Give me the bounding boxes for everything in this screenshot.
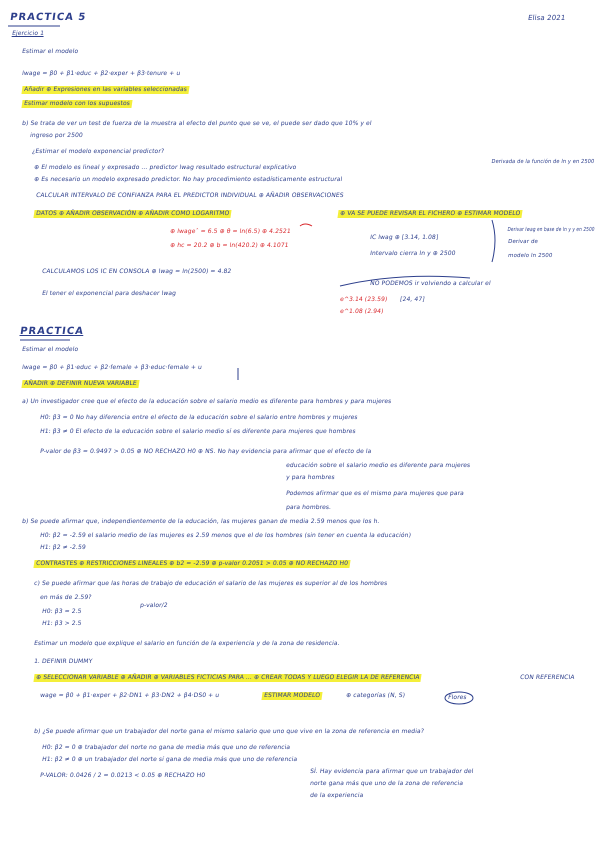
note-line: CALCULAR INTERVALO DE CONFIANZA PARA EL PREDICTOR INDIVIDUAL ⊕ AÑADIR OBSERVACIONES bbox=[35, 192, 345, 199]
note-line: ⊕ lwageˆ = 6.5 ⊕ θ = ln(6.5) ⊕ 4.2521 bbox=[169, 228, 292, 235]
note-line: P-valor de β3 = 0.9497 > 0.05 ⊕ NO RECHAZO H0 ⊕ NS. No hay evidencia para afirmar que el efecto de la bbox=[39, 448, 372, 455]
note-line: a) Un investigador cree que el efecto de la educación sobre el salario medio es diferente para hombres y para mujeres bbox=[21, 398, 392, 405]
note-line: norte gana más que uno de la zona de referencia bbox=[309, 780, 464, 787]
note-line: Estimar un modelo que explique el salario en función de la experiencia y de la zona de residencia. bbox=[33, 640, 341, 647]
note-line: modelo ln 2500 bbox=[507, 253, 553, 259]
note-line: para hombres. bbox=[285, 504, 332, 511]
note-line: b) Se puede afirmar que, independientemente de la educación, las mujeres ganan de media 2.59 menos que los h. bbox=[21, 518, 380, 525]
highlight-line: ⊕ VA SE PUEDE REVISAR EL FICHERO ⊕ ESTIMAR MODELO bbox=[337, 210, 522, 218]
circled-word: Flores bbox=[447, 694, 468, 701]
signature: Elisa 2021 bbox=[527, 14, 566, 22]
brace-mark bbox=[492, 220, 495, 262]
note-line: H0: β2 = -2.59 el salario medio de las mujeres es 2.59 menos que el de los hombres (sin tener en cuenta la educación) bbox=[39, 532, 412, 539]
note-line: CON REFERENCIA bbox=[519, 674, 575, 681]
note-line: ¿Estimar el modelo exponencial predictor? bbox=[31, 148, 165, 155]
note-line: Estimar el modelo bbox=[21, 48, 79, 55]
highlight-line: Estimar modelo con los supuestos bbox=[21, 100, 132, 108]
highlight-line: CONTRASTES ⊕ RESTRICCIONES LINEALES ⊕ b2 = -2.59 ⊕ p-valor 0.2051 > 0.05 ⊕ NO RECHAZO H0 bbox=[33, 560, 350, 568]
note-line: [24, 47] bbox=[399, 296, 426, 303]
note-line: p-valor/2 bbox=[139, 602, 169, 609]
note-line: H1: β2 ≠ -2.59 bbox=[39, 544, 87, 551]
note-line: H1: β2 ≠ 0 ⊕ un trabajador del norte sí gana de media más que uno de referencia bbox=[41, 756, 298, 763]
note-line: lwage = β0 + β1·educ + β2·female + β3·educ·female + u bbox=[21, 364, 203, 371]
note-line: Derivar de bbox=[507, 239, 539, 245]
note-line: ⊕ El modelo es lineal y expresado ... predictor lwag resultado estructural explicativo bbox=[33, 164, 297, 171]
section-heading: PRACTICA bbox=[19, 326, 85, 337]
note-line: H0: β2 = 0 ⊕ trabajador del norte no gana de media más que uno de referencia bbox=[41, 744, 291, 751]
note-line: ⊕ Es necesario un modelo expresado predictor. No hay procedimiento estadísticamente estructural bbox=[33, 176, 343, 183]
highlight-line: ⊕ SELECCIONAR VARIABLE ⊕ AÑADIR ⊕ VARIABLES FICTICIAS PARA ... ⊕ CREAR TODAS Y LUEGO ELEGIR LA DE REFERENCIA bbox=[33, 674, 422, 682]
note-line: b) ¿Se puede afirmar que un trabajador del norte gana el mismo salario que uno que vive en la zona de referencia en media? bbox=[33, 728, 425, 735]
note-line: Derivada de la función de ln y en 2500 bbox=[491, 159, 595, 165]
note-line: CALCULAMOS LOS IC EN CONSOLA ⊕ lwag = ln(2500) = 4.82 bbox=[41, 268, 232, 275]
note-line: de la experiencia bbox=[309, 792, 364, 799]
highlight-line: Añadir ⊕ Expresiones en las variables seleccionadas bbox=[21, 86, 189, 94]
note-line: lwage = β0 + β1·educ + β2·exper + β3·tenure + u bbox=[21, 70, 181, 77]
highlight-line: DATOS ⊕ AÑADIR OBSERVACIÓN ⊕ AÑADIR COMO LOGARITMO bbox=[33, 210, 231, 218]
highlight-line: AÑADIR ⊕ DEFINIR NUEVA VARIABLE bbox=[21, 380, 139, 388]
note-line: H1: β3 > 2.5 bbox=[41, 620, 83, 627]
page-title: PRACTICA 5 bbox=[9, 12, 88, 23]
note-line: e^1.08 (2.94) bbox=[339, 308, 384, 315]
note-line: H1: β3 ≠ 0 El efecto de la educación sobre el salario medio sí es diferente para mujeres que hombres bbox=[39, 428, 357, 435]
note-line: P-VALOR: 0.0426 / 2 = 0.0213 < 0.05 ⊕ RECHAZO H0 bbox=[39, 772, 206, 779]
note-line: c) Se puede afirmar que las horas de trabajo de educación el salario de las mujeres es superior al de los hombres bbox=[33, 580, 388, 587]
note-line: SÍ. Hay evidencia para afirmar que un trabajador del bbox=[309, 768, 474, 775]
note-line: NO PODEMOS ir volviendo a calcular el bbox=[369, 280, 492, 287]
note-line: en más de 2.59? bbox=[39, 594, 92, 601]
note-line: y para hombres bbox=[285, 474, 336, 481]
note-line: educación sobre el salario medio es diferente para mujeres bbox=[285, 462, 471, 469]
note-line: ⊕ categorías (N, S) bbox=[345, 692, 406, 699]
note-line: ingreso por 2500 bbox=[29, 132, 84, 139]
note-line: 1. DEFINIR DUMMY bbox=[33, 658, 93, 665]
note-line: Derivar lwag en base de ln y y en 2500 bbox=[507, 227, 595, 233]
note-line: Podemos afirmar que es el mismo para mujeres que para bbox=[285, 490, 465, 497]
note-line: Estimar el modelo bbox=[21, 346, 79, 353]
note-line: ⊕ hc = 20.2 ⊕ b = ln(420.2) ⊕ 4.1071 bbox=[169, 242, 290, 249]
note-line: IC lwag ⊕ [3.14, 1.08] bbox=[369, 234, 439, 241]
note-line: H0: β3 = 2.5 bbox=[41, 608, 83, 615]
section-heading: Ejercicio 1 bbox=[11, 30, 45, 37]
note-line: e^3.14 (23.59) bbox=[339, 296, 388, 303]
note-line: El tener el exponencial para deshacer lwag bbox=[41, 290, 177, 297]
highlight-line: ESTIMAR MODELO bbox=[261, 692, 322, 700]
note-line: wage = β0 + β1·exper + β2·DN1 + β3·DN2 + β4·DS0 + u bbox=[39, 692, 220, 699]
note-line: H0: β3 = 0 No hay diferencia entre el efecto de la educación sobre el salario entre hombres y mujeres bbox=[39, 414, 359, 421]
red-tick bbox=[300, 224, 312, 226]
note-line: b) Se trata de ver un test de fuerza de la muestra al efecto del punto que se ve, el puede ser dado que 10% y el bbox=[21, 120, 373, 127]
note-line: Intervalo cierra ln y ⊕ 2500 bbox=[369, 250, 457, 257]
